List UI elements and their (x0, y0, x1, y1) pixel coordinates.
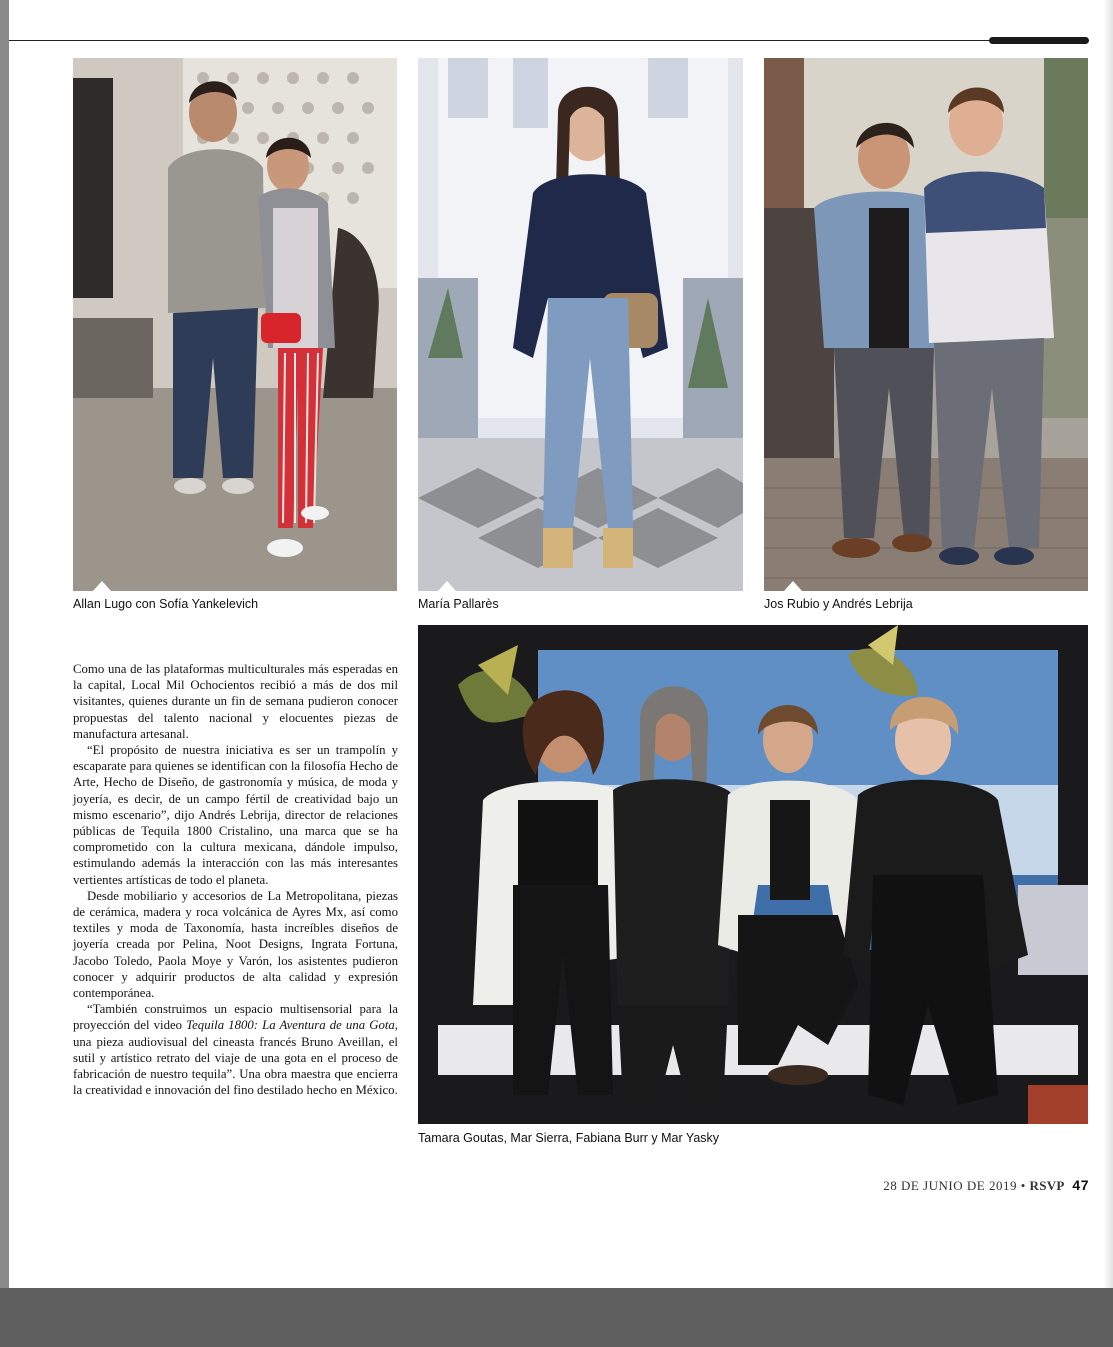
photo-woman-denim (418, 58, 743, 591)
viewer-bottom-bar (0, 1288, 1113, 1347)
issue-date: 28 DE JUNIO DE 2019 • (883, 1178, 1026, 1193)
top-tab-marker (989, 37, 1089, 44)
photo-caption: Allan Lugo con Sofía Yankelevich (73, 597, 259, 611)
photo-caption: Tamara Goutas, Mar Sierra, Fabiana Burr y Mar Yasky (418, 1131, 720, 1145)
page-right-edge (1103, 0, 1113, 1288)
article-paragraph: Como una de las plataformas multiculturales más esperadas en la capital, Local Mil Ochocientos recibió a más de dos mil visitantes, quienes durante un fin de semana pudieron conocer propuestas del talento nacional y elocuentes piezas de manufactura artesanal. (73, 662, 398, 741)
photo-caption: Jos Rubio y Andrés Lebrija (764, 597, 913, 611)
video-title: Tequila 1800: La Aventura de una Gota (186, 1018, 395, 1033)
article-paragraph: “El propósito de nuestra iniciativa es ser un trampolín y escaparate para quienes se identifican con la filosofía Hecho de Arte, Hecho de Diseño, de gastronomía y música, de moda y joyería, es decir, de un campo fértil de creatividad bajo un mismo escenario”, dijo Andrés Lebrija, director de relaciones públicas de Tequila 1800 Cristalino, una marca que se ha comprometido con la cultura mexicana, dándole impulso, estimulando además la interacción con las más interesantes vertientes artísticas de todo el planeta. (73, 743, 398, 887)
publication-name: RSVP (1029, 1178, 1065, 1193)
article-paragraph (73, 1001, 398, 1098)
caption-notch (438, 581, 456, 591)
article-body (73, 661, 398, 1098)
photo-two-men (764, 58, 1088, 591)
photo-caption: María Pallarès (418, 597, 499, 611)
caption-notch (93, 581, 111, 591)
top-rule (9, 40, 1089, 41)
article-text: , una pieza audiovisual del cineasta francés Bruno Aveillan, el sutil y artístico retrato del viaje de una gota en el proceso de fabricación de nuestro tequila”. Una obra maestra que encierra la creatividad e innovación del fino destilado hecho en México. (73, 1018, 398, 1098)
photo-four-women (418, 625, 1088, 1124)
page-left-edge (0, 0, 9, 1288)
photo-couple (73, 58, 397, 591)
article-text: “También construimos un espacio multisensorial para la proyección del video (73, 1002, 398, 1033)
article-paragraph: Desde mobiliario y accesorios de La Metropolitana, piezas de cerámica, madera y roca volcánica de Ayres Mx, así como textiles y moda de Taxonomía, hasta increíbles diseños de joyería creada por Pelina, Noot Designs, Ingrata Fortuna, Jacobo Toledo, Paola Moye y Varón, los asistentes pudieron conocer y adquirir productos de alta calidad y expresión contemporánea. (73, 888, 398, 1001)
page-number: 47 (1072, 1177, 1089, 1193)
page-footer (883, 1177, 1089, 1194)
caption-notch (784, 581, 802, 591)
